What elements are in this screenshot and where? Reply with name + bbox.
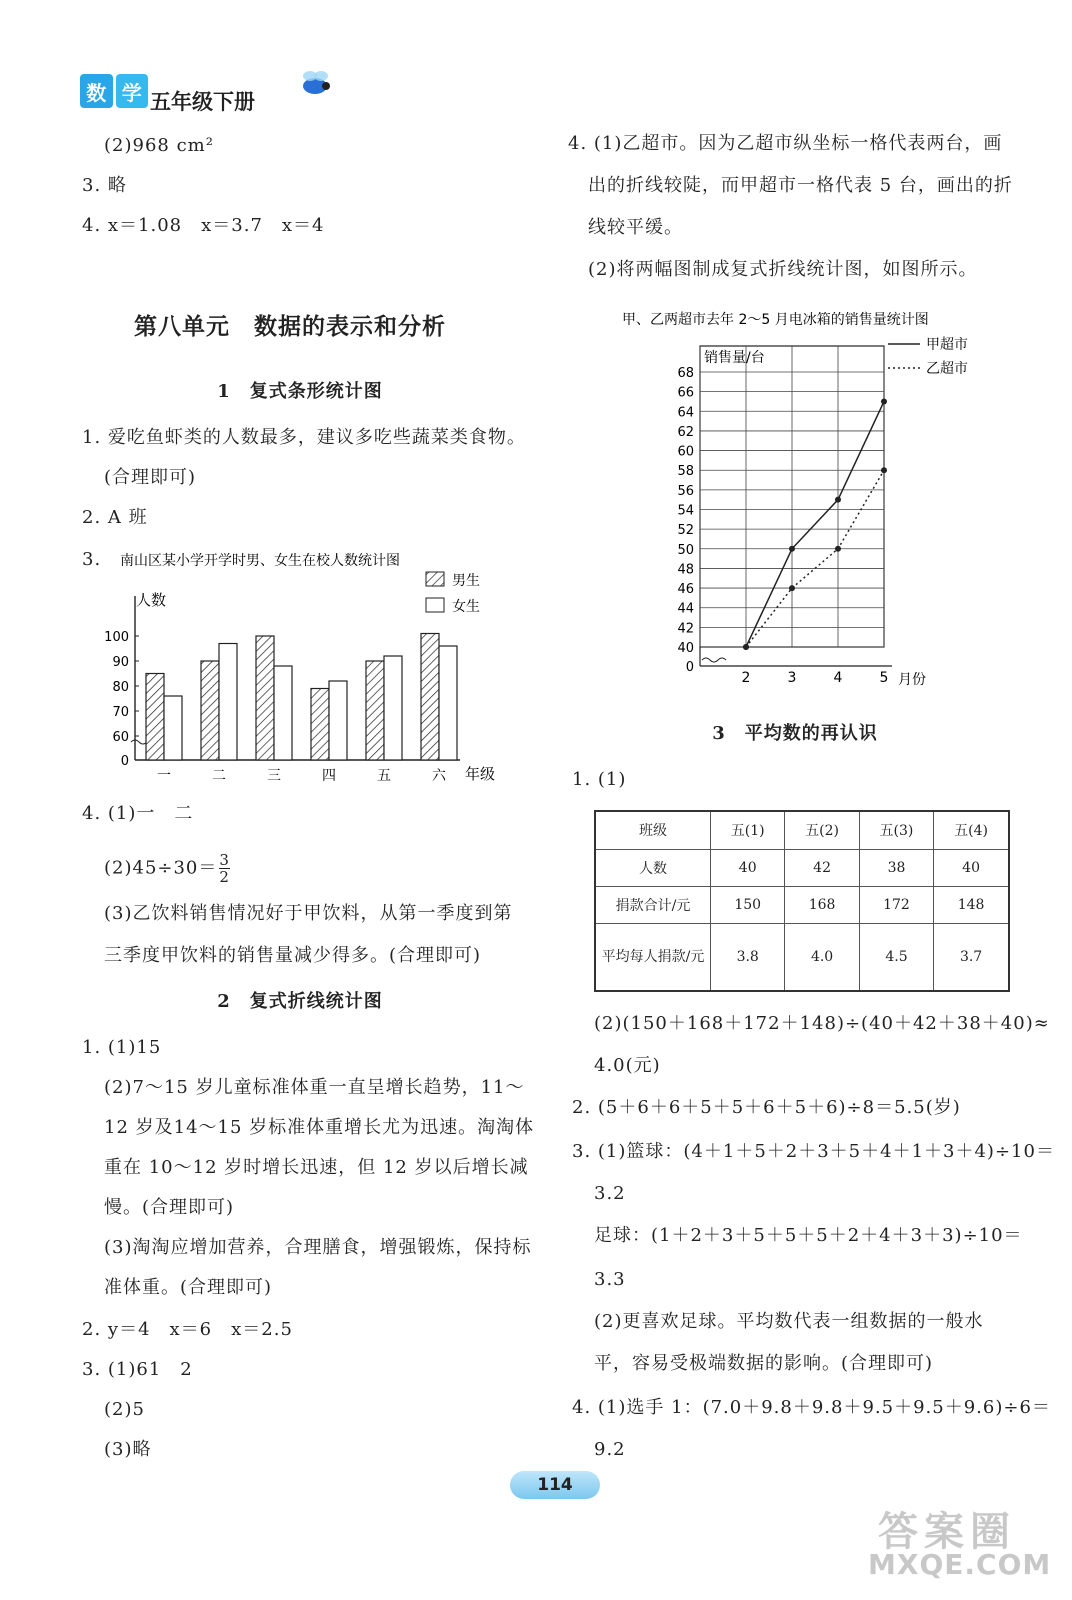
line-chart: [600, 304, 1000, 694]
table-header-cell: 班级: [595, 811, 711, 849]
data-point-乙超市: [881, 467, 887, 473]
answer-line: (3)略: [104, 1439, 152, 1460]
watermark-logo: 答案圈: [878, 1509, 1016, 1555]
table-row: [595, 923, 1009, 991]
data-point-甲超市: [835, 497, 841, 503]
table-header-cell: 五(1): [711, 811, 785, 849]
answer-line: 9.2: [594, 1439, 626, 1460]
section-title: 2 复式折线统计图: [217, 991, 383, 1012]
page-number: 114: [510, 1471, 600, 1499]
bar-男生-五: [366, 661, 384, 760]
fraction-numerator: 3: [219, 851, 230, 869]
table-header-cell: 五(2): [785, 811, 859, 849]
answer-line: 3. (1)61 2: [82, 1359, 193, 1380]
answer-line: 4. (1)一 二: [82, 803, 194, 824]
table-row: [595, 849, 1009, 886]
y-tick-label: 64: [677, 405, 694, 421]
subject-logo: [80, 74, 148, 108]
chart-legend: [888, 336, 968, 377]
answer-line: 3. 略: [82, 175, 127, 196]
y-tick-label: 68: [677, 366, 694, 381]
answer-line: 慢。(合理即可): [104, 1197, 235, 1218]
table-cell: 150: [711, 886, 785, 923]
grade-title: 五年级下册: [150, 90, 255, 114]
table-row: [595, 886, 1009, 923]
answer-line: 准体重。(合理即可): [104, 1277, 273, 1298]
x-tick-label: 2: [741, 670, 751, 686]
y-tick-label: 90: [112, 655, 129, 670]
answer-line: (2)7～15 岁儿童标准体重一直呈增长趋势，11～: [104, 1077, 525, 1098]
y-tick-label: 100: [104, 630, 129, 645]
answer-line: (2)将两幅图制成复式折线统计图，如图所示。: [588, 259, 978, 280]
table-cell: 40: [934, 849, 1009, 886]
legend-swatch: [426, 572, 444, 586]
x-tick-label: 五: [377, 768, 391, 784]
section-title: 3 平均数的再认识: [712, 723, 878, 744]
y-tick-label: 54: [677, 503, 694, 519]
fraction: [219, 852, 230, 885]
x-tick-label: 三: [267, 768, 281, 784]
x-tick-label: 一: [157, 768, 171, 784]
answer-line: 重在 10～12 岁时增长迅速，但 12 岁以后增长减: [104, 1157, 529, 1178]
x-tick-label: 六: [432, 768, 446, 784]
table-cell: 平均每人捐款/元: [595, 923, 711, 991]
bar-女生-六: [439, 646, 457, 760]
y-tick-label: 60: [677, 444, 694, 460]
table-cell: 捐款合计/元: [595, 886, 711, 923]
y-tick-label: 0: [685, 660, 694, 675]
answer-line: (2)968 cm²: [104, 135, 214, 156]
data-point-甲超市: [881, 398, 887, 404]
x-axis-label: 年级: [465, 765, 496, 783]
answer-line: 2. y＝4 x＝6 x＝2.5: [82, 1319, 293, 1340]
x-axis-label: 月份: [898, 672, 926, 688]
data-point-甲超市: [789, 546, 795, 552]
answer-line: 4. (1)选手 1：(7.0＋9.8＋9.8＋9.5＋9.5＋9.6)÷6＝: [572, 1397, 1051, 1418]
bee-icon: [292, 66, 338, 100]
legend-label: 甲超市: [926, 337, 968, 353]
answer-line: 足球：(1＋2＋3＋5＋5＋5＋2＋4＋3＋3)÷10＝: [594, 1225, 1023, 1246]
answer-line: 线较平缓。: [588, 217, 683, 238]
answer-line: 3. (1)篮球：(4＋1＋5＋2＋3＋5＋4＋1＋3＋4)÷10＝: [572, 1141, 1055, 1162]
fraction-prefix: (2)45÷30＝: [104, 857, 218, 879]
logo-char-2: 学: [116, 74, 149, 108]
answer-line: 3.3: [594, 1269, 626, 1290]
chart-title: 甲、乙两超市去年 2～5 月电冰箱的销售量统计图: [622, 312, 929, 328]
answer-line: 2. A 班: [82, 507, 148, 528]
data-point-乙超市: [835, 546, 841, 552]
unit-title: 第八单元 数据的表示和分析: [134, 314, 446, 340]
bar-女生-一: [164, 696, 182, 760]
fraction-denominator: 2: [219, 868, 230, 886]
y-tick-label: 52: [677, 523, 694, 539]
bar-女生-二: [219, 644, 237, 761]
x-tick-label: 二: [212, 768, 226, 784]
y-tick-label: 46: [677, 582, 694, 598]
question-label: 3.: [82, 549, 102, 570]
table-cell: 38: [859, 849, 933, 886]
y-tick-label: 48: [677, 562, 694, 578]
watermark-url: MXQE.COM: [868, 1548, 1052, 1581]
legend-label: 男生: [452, 573, 480, 589]
y-tick-label: 62: [677, 424, 694, 440]
legend-swatch: [426, 598, 444, 612]
table-cell: 172: [859, 886, 933, 923]
bar-chart: [100, 544, 520, 794]
bar-男生-三: [256, 636, 274, 760]
y-tick-label: 40: [677, 641, 694, 656]
legend-label: 乙超市: [926, 361, 968, 377]
bar-男生-二: [201, 661, 219, 760]
chart-legend: [426, 572, 480, 615]
chart-title: 南山区某小学开学时男、女生在校人数统计图: [120, 553, 400, 569]
answer-line: (2)更喜欢足球。平均数代表一组数据的一般水: [594, 1311, 984, 1332]
answer-line: 3.2: [594, 1183, 626, 1204]
x-tick-label: 5: [879, 670, 889, 686]
bar-女生-三: [274, 666, 292, 760]
bar-女生-四: [329, 681, 347, 760]
answer-line: 出的折线较陡，而甲超市一格代表 5 台，画出的折: [588, 175, 1013, 196]
answer-line: 4. (1)乙超市。因为乙超市纵坐标一格代表两台，画: [568, 133, 1003, 154]
section-title: 1 复式条形统计图: [217, 381, 383, 402]
table-cell: 3.8: [711, 923, 785, 991]
table-cell: 3.7: [934, 923, 1009, 991]
bar-男生-四: [311, 689, 329, 761]
table-cell: 4.5: [859, 923, 933, 991]
answer-line: (2)(150＋168＋172＋148)÷(40＋42＋38＋40)≈: [594, 1013, 1050, 1034]
answer-line: (2)5: [104, 1399, 145, 1420]
answer-line: 4.0(元): [594, 1055, 661, 1076]
answer-line: (合理即可): [104, 467, 197, 488]
data-point-乙超市: [743, 644, 749, 650]
answer-line: [104, 852, 230, 885]
answer-line: 三季度甲饮料的销售量减少得多。(合理即可): [104, 945, 482, 966]
y-tick-label: 58: [677, 464, 694, 480]
y-tick-label: 60: [112, 730, 129, 745]
y-axis-label: 销售量/台: [704, 350, 765, 366]
x-tick-label: 4: [833, 670, 843, 686]
table-header-cell: 五(3): [859, 811, 933, 849]
y-tick-label: 56: [677, 483, 694, 499]
bar-男生-六: [421, 634, 439, 761]
data-point-乙超市: [789, 585, 795, 591]
y-axis-label: 人数: [136, 591, 167, 609]
y-tick-label: 80: [112, 680, 129, 695]
answer-line: 1. (1): [572, 769, 627, 790]
bar-女生-五: [384, 656, 402, 760]
table-cell: 人数: [595, 849, 711, 886]
y-tick-label: 0: [120, 754, 129, 769]
y-tick-label: 70: [112, 705, 129, 720]
bar-男生-一: [146, 674, 164, 761]
answer-line: 1. 爱吃鱼虾类的人数最多，建议多吃些蔬菜类食物。: [82, 427, 526, 448]
y-tick-label: 44: [677, 601, 694, 617]
table-cell: 148: [934, 886, 1009, 923]
answer-line: 4. x＝1.08 x＝3.7 x＝4: [82, 215, 325, 236]
y-tick-label: 66: [677, 385, 694, 401]
x-tick-label: 3: [787, 670, 797, 686]
table-cell: 168: [785, 886, 859, 923]
answer-line: 平，容易受极端数据的影响。(合理即可): [594, 1353, 934, 1374]
answer-line: 1. (1)15: [82, 1037, 162, 1058]
logo-char-1: 数: [80, 74, 113, 108]
y-tick-label: 42: [677, 621, 694, 637]
table-cell: 40: [711, 849, 785, 886]
table-header-row: [595, 811, 1009, 849]
table-cell: 42: [785, 849, 859, 886]
x-tick-label: 四: [322, 768, 336, 784]
donation-table: [594, 810, 1010, 992]
answer-line: (3)淘淘应增加营养，合理膳食，增强锻炼，保持标: [104, 1237, 532, 1258]
legend-label: 女生: [452, 599, 480, 615]
answer-line: 12 岁及14～15 岁标准体重增长尤为迅速。淘淘体: [104, 1117, 535, 1138]
y-tick-label: 50: [677, 542, 694, 558]
answer-line: 2. (5＋6＋6＋5＋5＋6＋5＋6)÷8＝5.5(岁): [572, 1097, 961, 1118]
table-header-cell: 五(4): [934, 811, 1009, 849]
answer-line: (3)乙饮料销售情况好于甲饮料，从第一季度到第: [104, 903, 513, 924]
table-cell: 4.0: [785, 923, 859, 991]
